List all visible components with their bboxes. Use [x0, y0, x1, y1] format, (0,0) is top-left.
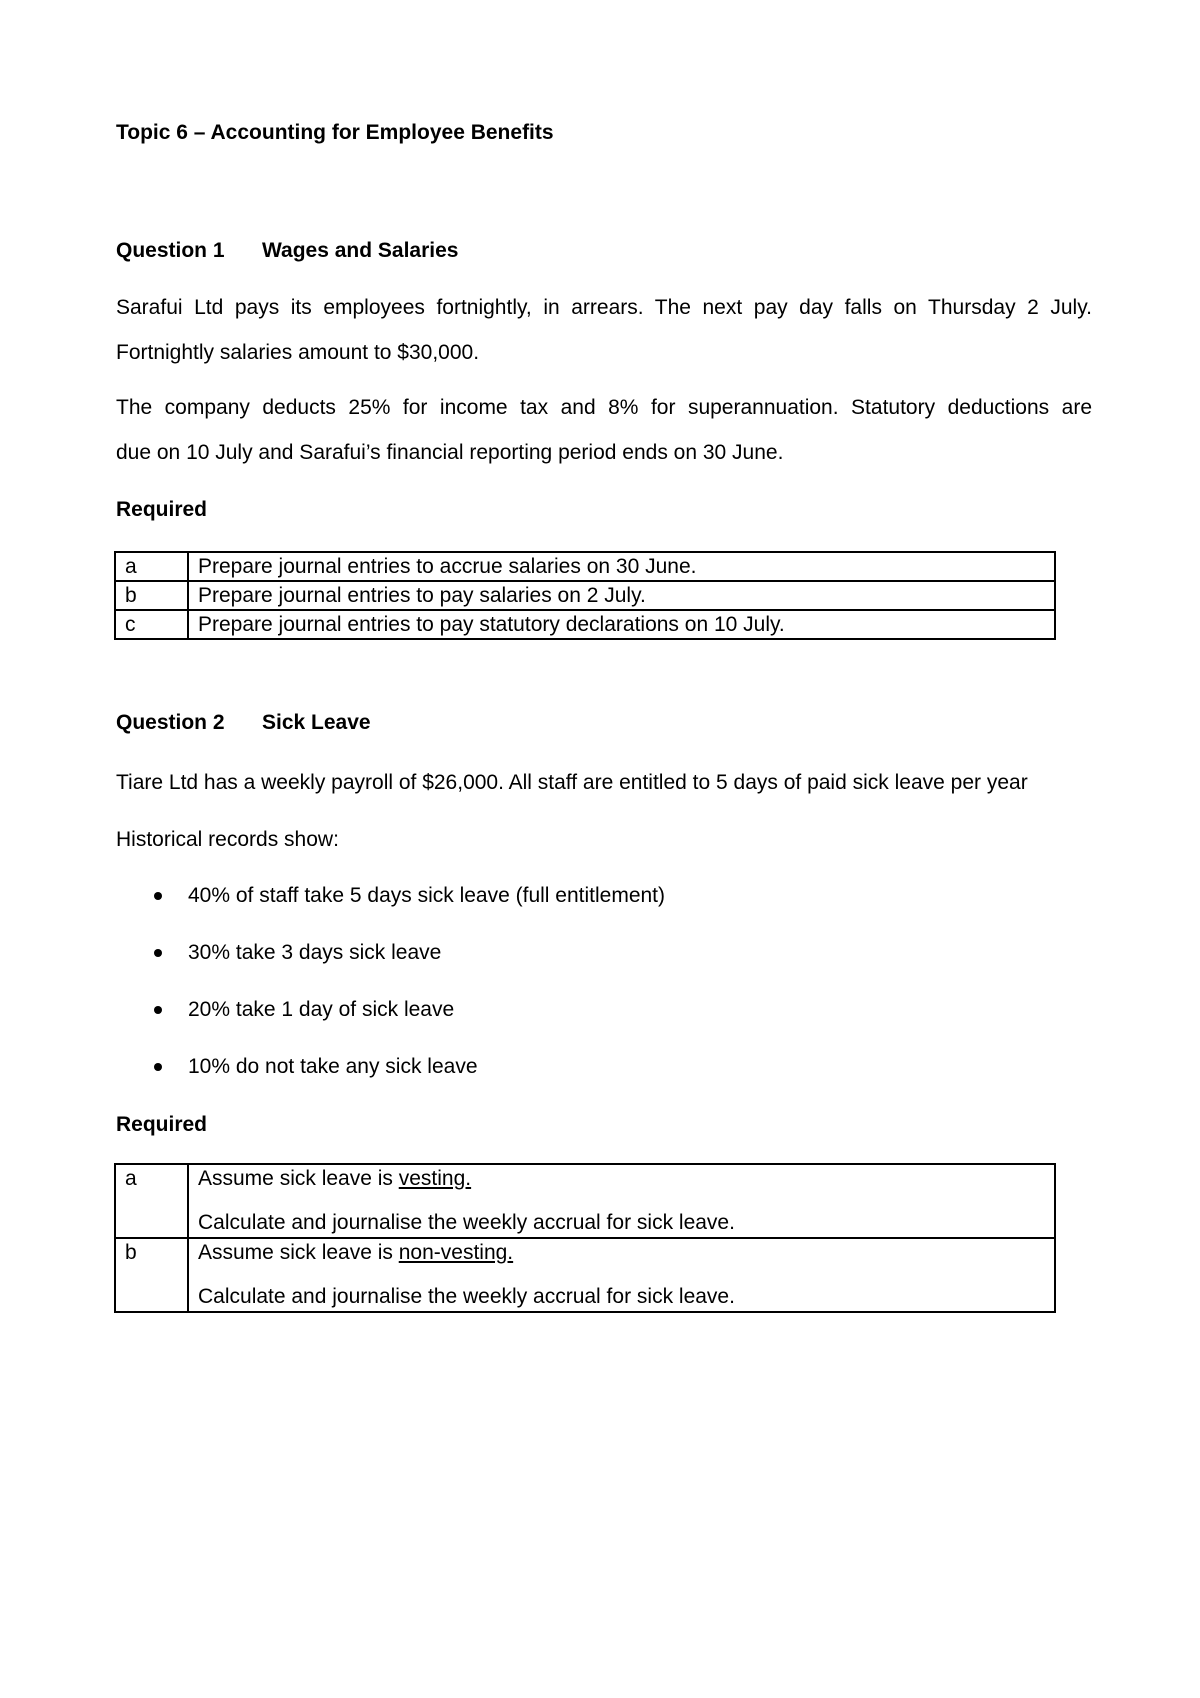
- q2-paragraph-2: Historical records show:: [116, 828, 339, 851]
- row-label: a: [115, 552, 188, 581]
- row-label: a: [115, 1164, 188, 1238]
- row-text: Prepare journal entries to accrue salaries on 30 June.: [188, 552, 1055, 581]
- question-2-title: Sick Leave: [262, 711, 371, 734]
- row-prefix: Assume sick leave is: [198, 1167, 399, 1190]
- q1-paragraph-2-line-2: due on 10 July and Sarafui’s financial reporting period ends on 30 June.: [116, 441, 784, 464]
- bullet-icon: [154, 892, 162, 900]
- table-row: [115, 1164, 1055, 1238]
- table-row: [115, 581, 1055, 610]
- row-text: Prepare journal entries to pay salaries on 2 July.: [188, 581, 1055, 610]
- row-text: Prepare journal entries to pay statutory declarations on 10 July.: [188, 610, 1055, 639]
- row-text: [188, 1238, 1055, 1312]
- q2-paragraph-1: Tiare Ltd has a weekly payroll of $26,000. All staff are entitled to 5 days of paid sick leave per year: [116, 771, 1028, 794]
- question-1-number: Question 1: [116, 239, 225, 262]
- list-item: 30% take 3 days sick leave: [188, 941, 442, 964]
- row-instruction: Calculate and journalise the weekly accrual for sick leave.: [198, 1211, 735, 1234]
- q1-paragraph-1-line-2: Fortnightly salaries amount to $30,000.: [116, 341, 480, 364]
- q1-paragraph-1-line-1: Sarafui Ltd pays its employees fortnightly, in arrears. The next pay day falls on Thursday 2 July.: [116, 296, 1092, 319]
- bullet-icon: [154, 949, 162, 957]
- page-title: Topic 6 – Accounting for Employee Benefits: [116, 121, 554, 144]
- row-label: c: [115, 610, 188, 639]
- list-item: 20% take 1 day of sick leave: [188, 998, 455, 1021]
- question-2-number: Question 2: [116, 711, 225, 734]
- table-row: [115, 552, 1055, 581]
- q1-required-label: Required: [116, 498, 208, 521]
- row-text: [188, 1164, 1055, 1238]
- list-item: 10% do not take any sick leave: [188, 1055, 478, 1078]
- q1-required-table: [114, 551, 1056, 640]
- row-instruction: Calculate and journalise the weekly accrual for sick leave.: [198, 1285, 735, 1308]
- bullet-icon: [154, 1063, 162, 1071]
- q2-required-table: [114, 1163, 1056, 1313]
- row-prefix: Assume sick leave is: [198, 1241, 399, 1264]
- q1-paragraph-2-line-1: The company deducts 25% for income tax and 8% for superannuation. Statutory deductions are: [116, 396, 1092, 419]
- question-2-heading: [116, 711, 371, 735]
- row-term: vesting.: [398, 1167, 472, 1190]
- row-term: non-vesting.: [398, 1241, 514, 1264]
- list-item: 40% of staff take 5 days sick leave (full entitlement): [188, 884, 666, 907]
- question-1-heading: [116, 239, 458, 263]
- q2-required-label: Required: [116, 1113, 208, 1136]
- row-label: b: [115, 1238, 188, 1312]
- bullet-icon: [154, 1006, 162, 1014]
- question-1-title: Wages and Salaries: [262, 239, 459, 262]
- table-row: [115, 1238, 1055, 1312]
- table-row: [115, 610, 1055, 639]
- row-label: b: [115, 581, 188, 610]
